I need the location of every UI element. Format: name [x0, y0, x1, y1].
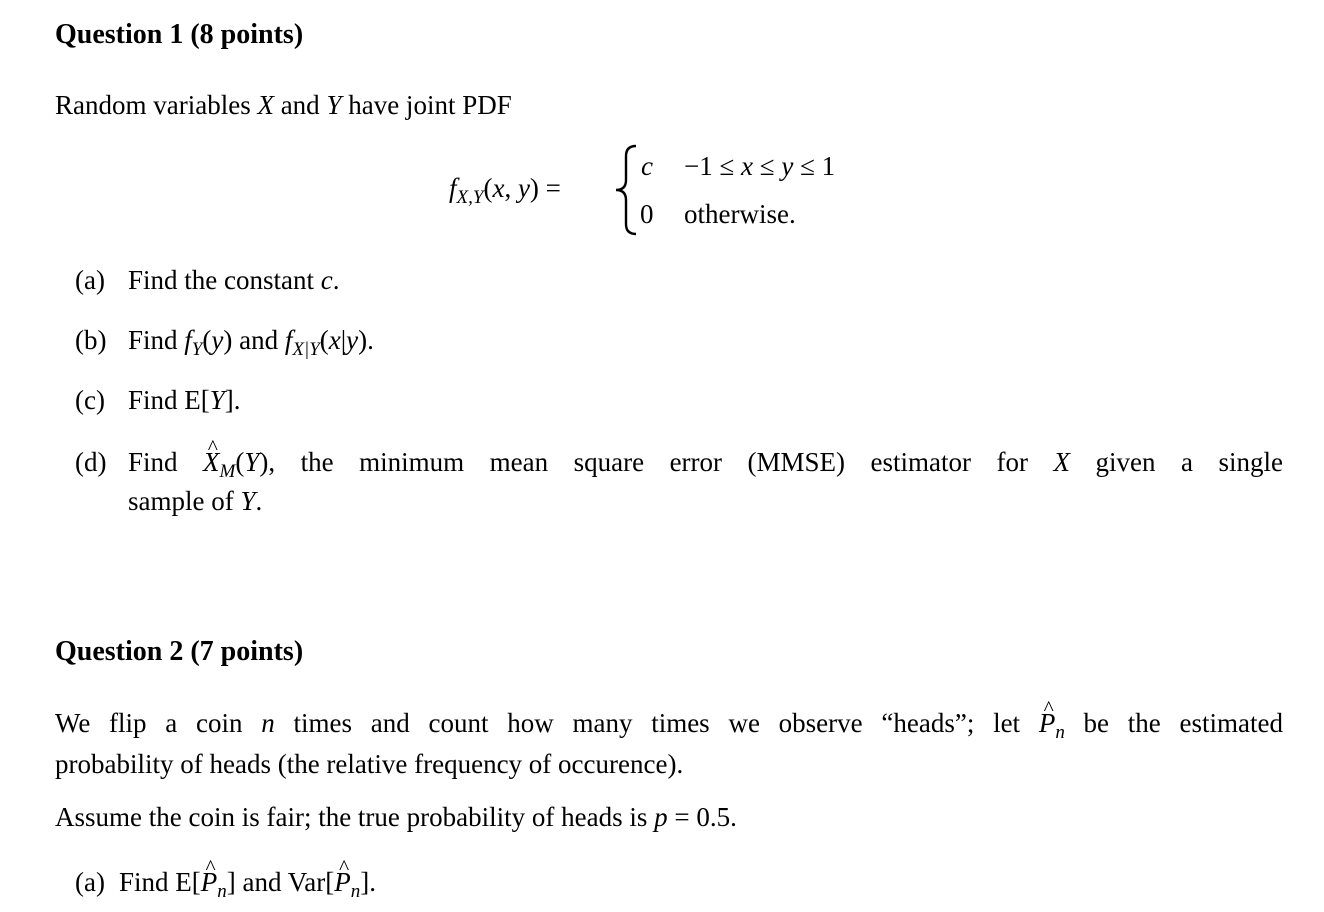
pdf-case2-value: 0: [640, 199, 654, 229]
q1-part-a-text: Find the constant c.: [128, 265, 340, 295]
q2-part-a-text: Find E[^ $P_n$] and Var[^ $P_n$].: [119, 869, 376, 896]
q1-part-b-text: Find $f_Y(y)$ and $f_{X|Y}(x|y)$.: [128, 325, 374, 360]
q1-part-c-text: Find E[Y].: [128, 385, 241, 415]
question-1-intro: Random variables X and Y have joint PDF: [55, 90, 512, 120]
pdf-case1-value: c: [641, 151, 653, 181]
q1-part-d-line1: Find ^ $X_M(Y)$, the minimum mean square error (MMSE) estimator for X given a single: [128, 449, 1283, 476]
left-brace-icon: [612, 144, 642, 236]
q1-part-d-line2: sample of Y.: [128, 486, 263, 516]
q1-part-c-label: (c): [75, 385, 105, 415]
q2-paragraph-1-line2: probability of heads (the relative frequency of occurence).: [55, 749, 684, 779]
question-2-heading: Question 2 (7 points): [55, 636, 304, 667]
pdf-case1-condition: −1 ≤ x ≤ y ≤ 1: [684, 151, 836, 181]
q2-paragraph-2: Assume the coin is fair; the true probability of heads is p = 0.5.: [55, 802, 737, 832]
q2-part-a-label: (a): [75, 867, 105, 897]
q2-paragraph-1-line1: We flip a coin n times and count how many times we observe “heads”; let ^ $P_n$ be the estimated: [55, 710, 1283, 737]
q1-part-d-label: (d): [75, 447, 107, 477]
q1-part-a-label: (a): [75, 265, 105, 295]
pdf-case2-condition: otherwise.: [684, 199, 796, 229]
pdf-lhs: $f_{X,Y}(x$, y) =: [449, 173, 561, 208]
q1-part-b-label: (b): [75, 325, 107, 355]
question-1-heading: Question 1 (8 points): [55, 19, 304, 50]
